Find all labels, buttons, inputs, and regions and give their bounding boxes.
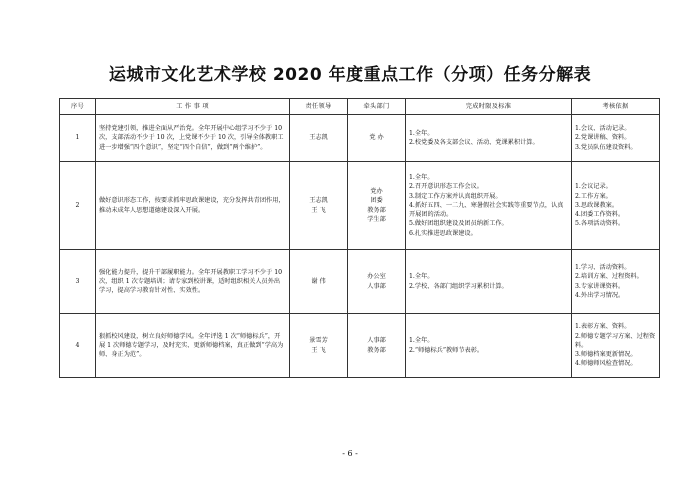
header-leader: 责任领导 — [290, 99, 348, 115]
evidence-item: 3.党员队伍建设资料。 — [575, 143, 637, 151]
table-row — [60, 115, 660, 162]
department-name: 办公室 — [367, 273, 386, 281]
evidence-item: 1.学习、活动资料。 — [575, 263, 631, 271]
leader-cell — [290, 314, 348, 378]
standard-item: 2.召开意识形态工作会议。 — [409, 183, 483, 191]
evidence-item: 5.各项活动资料。 — [575, 220, 625, 228]
department-cell — [348, 162, 406, 250]
standard-item: 5.做好团组织建设及团员纳新工作。 — [409, 220, 508, 228]
evidence-item: 2.工作方案。 — [575, 192, 612, 200]
row-number: 2 — [60, 162, 96, 250]
table-row — [60, 250, 660, 314]
standard-item: 3.制定工作方案并认真组织开展。 — [409, 192, 502, 200]
row-number: 1 — [60, 115, 96, 162]
standard-cell — [406, 314, 572, 378]
leader-name: 王 飞 — [311, 346, 326, 354]
task-table — [59, 98, 660, 378]
department-name: 党办 — [370, 187, 383, 195]
evidence-item: 3.专家讲课资料。 — [575, 282, 625, 290]
department-name: 教务部 — [367, 346, 386, 354]
evidence-item: 2.党课讲稿、资料。 — [575, 134, 631, 142]
department-name: 学生部 — [367, 215, 386, 223]
row-number: 3 — [60, 250, 96, 314]
task-content: 狠抓校风建设，树立良好师德学风。全年评选 1 次“师德标兵”，开展 1 次师德专题学习，及时充实、更新师德档案，真正做到“学高为师、身正为范”。 — [96, 314, 290, 378]
evidence-item: 1.会议、活动记录。 — [575, 125, 631, 133]
evidence-item: 1.会议记录。 — [575, 183, 612, 191]
evidence-item: 4.外出学习情况。 — [575, 291, 625, 299]
department-name: 教务部 — [367, 206, 386, 214]
evidence-item: 3.思政课教案。 — [575, 201, 619, 209]
leader-name: 景雪芳 — [309, 337, 328, 345]
department-cell — [348, 250, 406, 314]
standard-cell — [406, 115, 572, 162]
table-header-row — [60, 99, 660, 115]
header-department: 牵头部门 — [348, 99, 406, 115]
evidence-item: 1.表彰方案、资料。 — [575, 323, 631, 331]
evidence-cell — [572, 314, 660, 378]
evidence-item: 2.培训方案、过程资料。 — [575, 273, 643, 281]
evidence-item: 4.团委工作资料。 — [575, 211, 625, 219]
leader-cell — [290, 250, 348, 314]
leader-cell — [290, 162, 348, 250]
table-row — [60, 162, 660, 250]
department-name: 党 办 — [369, 134, 384, 142]
page-number: - 6 - — [342, 449, 358, 458]
evidence-item: 4.师德师风检查情况。 — [575, 360, 637, 368]
department-cell — [348, 115, 406, 162]
leader-name: 王志凯 — [309, 134, 328, 142]
standard-item: 2.“师德标兵”教师节表彰。 — [409, 346, 484, 354]
header-evidence: 考核依据 — [572, 99, 660, 115]
standard-item: 6.扎实推进思政课建设。 — [409, 229, 477, 237]
leader-name: 谢 伟 — [311, 277, 326, 285]
standard-item: 1.全年。 — [409, 273, 434, 281]
evidence-item: 3.师德档案更新情况。 — [575, 351, 637, 359]
department-name: 人事部 — [367, 282, 386, 290]
evidence-cell — [572, 250, 660, 314]
task-content: 做好意识形态工作，按要求抓牢思政课建设，充分发挥共青团作用，推动未成年人思想道德建设深入开展。 — [96, 162, 290, 250]
standard-cell — [406, 162, 572, 250]
standard-item: 1.全年。 — [409, 129, 434, 137]
standard-item: 1.全年。 — [409, 337, 434, 345]
leader-cell — [290, 115, 348, 162]
department-cell — [348, 314, 406, 378]
department-name: 团委 — [370, 197, 383, 205]
row-number: 4 — [60, 314, 96, 378]
table-row — [60, 314, 660, 378]
leader-name: 王 飞 — [311, 206, 326, 214]
task-content: 坚持党建引领，推进全面从严治党。全年开展中心组学习不少于 10 次，支部活动不少于 10 次，上党课不少于 10 次，引导全体教职工进一步增强“四个意识”，坚定“四个自信”，做到“两个维护”。 — [96, 115, 290, 162]
standard-item: 2.学校、各部门组织学习累积计算。 — [409, 282, 508, 290]
standard-cell — [406, 250, 572, 314]
document-title: 运城市文化艺术学校 2020 年度重点工作（分项）任务分解表 — [108, 65, 592, 85]
evidence-item: 2.师德专题学习方案、过程资料。 — [575, 332, 656, 349]
standard-item: 4.抓好五四、一二九、寒暑假社会实践等重要节点，认真开展团的活动。 — [409, 201, 564, 219]
evidence-cell — [572, 162, 660, 250]
leader-name: 王志凯 — [309, 197, 328, 205]
evidence-cell — [572, 115, 660, 162]
standard-item: 2.校党委及各支部会议、活动、党课累积计算。 — [409, 139, 539, 146]
header-task: 工 作 事 项 — [96, 99, 290, 115]
task-content: 强化能力提升，提升干部履职能力。全年开展教职工学习不少于 10 次，组织 1 次专题培训；请专家到校讲课，适时组织相关人员外出学习，提高学习教育针对性、实效性。 — [96, 250, 290, 314]
header-standard: 完成时限及标准 — [406, 99, 572, 115]
header-no: 序号 — [60, 99, 96, 115]
standard-item: 1.全年。 — [409, 173, 434, 181]
department-name: 人事部 — [367, 337, 386, 345]
